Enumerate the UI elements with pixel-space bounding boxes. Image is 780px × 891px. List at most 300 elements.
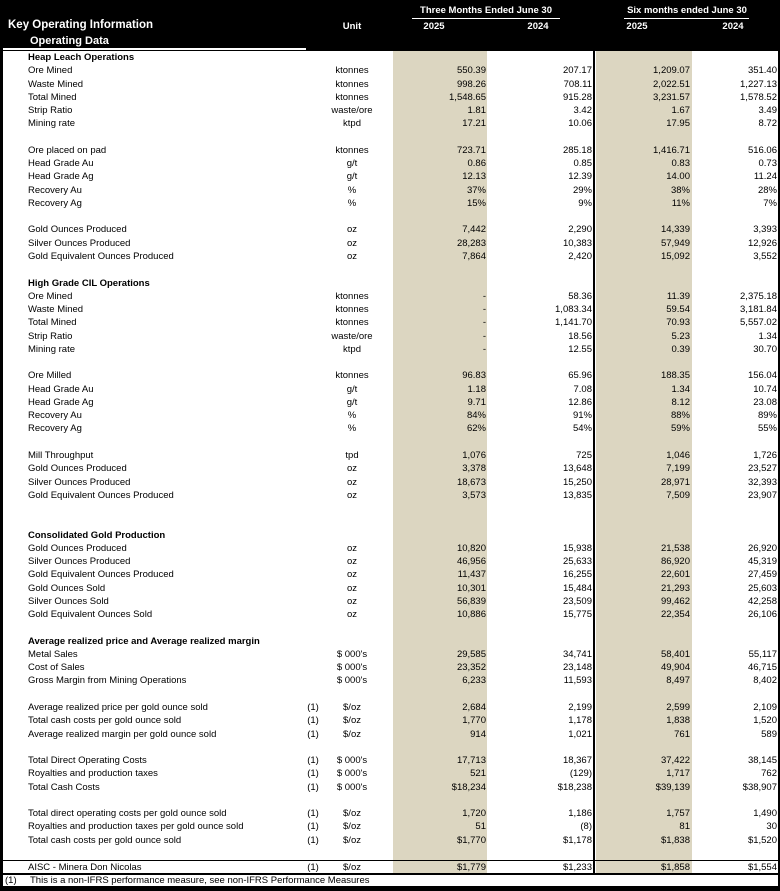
row-label: Total Mined (28, 317, 77, 329)
footnote-ref: (1) (5, 875, 17, 886)
table-row (0, 383, 780, 396)
value-q2024: 2,420 (568, 250, 592, 262)
row-label: Ore Mined (28, 290, 73, 302)
row-unit: oz (346, 237, 358, 249)
value-h2024: 11.24 (753, 171, 777, 183)
table-row (0, 170, 780, 183)
value-h2024: 1,578.52 (740, 91, 777, 103)
value-q2025: 1,076 (462, 449, 486, 461)
row-label: Gold Ounces Produced (28, 542, 127, 554)
table-row (0, 316, 780, 329)
value-h2025: 21,538 (660, 542, 690, 554)
value-q2024: 25,633 (562, 556, 592, 568)
value-h2024: 1,490 (753, 808, 777, 820)
spacer-row (0, 515, 780, 528)
value-q2025: 84% (466, 410, 486, 422)
value-h2025: 22,601 (660, 569, 690, 581)
value-h2025: 17.95 (666, 118, 690, 130)
footnote-text: This is a non-IFRS performance measure, see non-IFRS Performance Measures (30, 875, 370, 886)
row-unit: ktpd (343, 343, 361, 355)
value-h2025: 0.83 (671, 158, 690, 170)
value-h2025: 11% (671, 197, 690, 209)
value-h2025: 7,509 (666, 489, 690, 501)
value-h2024: 30.70 (753, 343, 777, 355)
row-label: Cost of Sales (28, 662, 85, 674)
value-h2024: 1.34 (758, 330, 777, 342)
value-q2025: 10,301 (456, 582, 486, 594)
row-unit: ktonnes (335, 144, 369, 156)
value-h2025: 49,904 (660, 662, 690, 674)
value-q2025: 10,820 (456, 542, 486, 554)
row-unit: ktonnes (335, 370, 369, 382)
table-row (0, 701, 780, 714)
row-label: Mining rate (28, 118, 75, 130)
table-row (0, 303, 780, 316)
value-h2024: 30 (766, 821, 777, 833)
value-q2024: 0.85 (573, 158, 592, 170)
value-h2025: 28,971 (660, 476, 690, 488)
value-h2025: 8.12 (671, 396, 690, 408)
row-label: Recovery Au (28, 410, 82, 422)
value-q2024: 10,383 (562, 237, 592, 249)
value-q2025: 17,713 (456, 755, 486, 767)
value-h2025: 2,599 (666, 702, 690, 714)
value-q2025: $1,779 (456, 862, 486, 874)
row-label: Total Mined (28, 91, 77, 103)
value-q2024: 9% (578, 197, 592, 209)
table-row (0, 476, 780, 489)
value-h2024: 351.40 (747, 65, 777, 77)
value-h2024: 26,920 (747, 542, 777, 554)
row-unit: % (347, 184, 357, 196)
value-q2024: 1,021 (568, 728, 592, 740)
table-row (0, 555, 780, 568)
value-h2025: 1,209.07 (653, 65, 690, 77)
value-h2024: 516.06 (747, 144, 777, 156)
row-label: Total cash costs per gold ounce sold (28, 834, 182, 846)
row-label: Recovery Ag (28, 197, 82, 209)
row-label: Gold Ounces Produced (28, 224, 127, 236)
value-q2025: 9.71 (467, 396, 486, 408)
value-q2024: 12.39 (568, 171, 592, 183)
table-row (0, 595, 780, 608)
column-header-h-2025: 2025 (626, 21, 648, 32)
table-row (0, 330, 780, 343)
row-label: Average realized price and Average realized margin (28, 635, 260, 647)
value-q2024: 2,199 (568, 702, 592, 714)
value-h2024: 2,109 (753, 702, 777, 714)
value-q2024: 23,148 (562, 662, 592, 674)
value-q2025: 1,770 (462, 715, 486, 727)
row-label: Total cash costs per gold ounce sold (28, 715, 182, 727)
value-h2025: 21,293 (660, 582, 690, 594)
row-label: Silver Ounces Sold (28, 595, 109, 607)
row-label: Gold Ounces Sold (28, 582, 106, 594)
row-label: Recovery Ag (28, 423, 82, 435)
value-q2024: 54% (572, 423, 592, 435)
row-label: Head Grade Au (28, 383, 94, 395)
spacer-row (0, 502, 780, 515)
value-q2024: 12.55 (568, 343, 592, 355)
value-q2024: 15,938 (562, 542, 592, 554)
value-h2024: 10.74 (753, 383, 777, 395)
row-label: Average realized price per gold ounce sold (28, 702, 208, 714)
row-label: Head Grade Au (28, 158, 94, 170)
value-h2025: 59% (670, 423, 690, 435)
value-q2024: 1,083.34 (555, 304, 592, 316)
page-subtitle: Operating Data (30, 35, 109, 47)
row-label: Gold Equivalent Ounces Sold (28, 609, 153, 621)
column-group-three-months: Three Months Ended June 30 (420, 5, 552, 16)
column-header-unit: Unit (342, 21, 362, 32)
row-unit: ktonnes (335, 65, 369, 77)
row-unit: $ 000's (336, 768, 368, 780)
row-footnote-ref: (1) (307, 728, 319, 740)
table-row (0, 449, 780, 462)
group-underline-six-months (624, 18, 749, 19)
row-label: Silver Ounces Produced (28, 237, 131, 249)
value-h2025: 0.39 (671, 343, 690, 355)
group-underline-three-months (412, 18, 560, 19)
row-label: High Grade CIL Operations (28, 277, 150, 289)
table-row (0, 462, 780, 475)
table-row (0, 648, 780, 661)
row-label: Total Direct Operating Costs (28, 755, 147, 767)
value-q2025: 96.83 (462, 370, 486, 382)
value-q2025: 723.71 (456, 144, 486, 156)
value-q2024: $18,238 (557, 781, 592, 793)
value-q2024: 285.18 (562, 144, 592, 156)
value-h2024: 589 (761, 728, 777, 740)
row-unit: waste/ore (331, 330, 373, 342)
bottom-border (0, 886, 780, 891)
row-unit: % (347, 197, 357, 209)
value-h2025: 5.23 (671, 330, 690, 342)
row-unit: oz (346, 476, 358, 488)
value-q2024: 15,484 (562, 582, 592, 594)
row-unit: waste/ore (331, 105, 373, 117)
spacer-row (0, 263, 780, 276)
value-q2024: 1,141.70 (555, 317, 592, 329)
value-h2024: 55,117 (748, 648, 777, 660)
value-h2024: 23,527 (747, 463, 777, 475)
row-label: Ore Milled (28, 370, 72, 382)
table-row (0, 608, 780, 621)
table-row (0, 237, 780, 250)
value-q2024: 34,741 (562, 648, 592, 660)
row-footnote-ref: (1) (307, 702, 319, 714)
value-q2024: (129) (569, 768, 592, 780)
row-footnote-ref: (1) (307, 768, 319, 780)
value-h2025: 59.54 (666, 304, 690, 316)
table-row (0, 51, 780, 64)
value-h2025: 1,717 (666, 768, 690, 780)
table-row (0, 529, 780, 542)
column-group-six-months: Six months ended June 30 (627, 5, 747, 16)
left-border (0, 0, 3, 891)
value-q2024: 7.08 (573, 383, 592, 395)
spacer-row (0, 741, 780, 754)
row-unit: oz (346, 556, 358, 568)
column-header-q-2024: 2024 (527, 21, 549, 32)
value-q2024: 1,186 (568, 808, 592, 820)
table-row (0, 635, 780, 648)
value-q2025: 3,378 (462, 463, 486, 475)
row-label: Strip Ratio (28, 105, 73, 117)
row-unit: g/t (346, 383, 358, 395)
row-footnote-ref: (1) (307, 821, 319, 833)
value-q2024: 2,290 (568, 224, 592, 236)
value-h2025: 8,497 (666, 675, 690, 687)
value-q2024: 18,367 (562, 755, 592, 767)
row-unit: oz (346, 463, 358, 475)
value-h2024: 8.72 (758, 118, 777, 130)
table-row (0, 834, 780, 847)
row-label: Gold Ounces Produced (28, 463, 127, 475)
value-h2025: 761 (674, 728, 690, 740)
value-h2024: 89% (757, 410, 777, 422)
table-row (0, 64, 780, 77)
value-q2024: 708.11 (563, 78, 592, 90)
value-q2025: 7,864 (462, 250, 486, 262)
value-q2024: 13,835 (562, 489, 592, 501)
row-unit: g/t (346, 396, 358, 408)
row-unit: $/oz (343, 834, 361, 846)
table-row (0, 396, 780, 409)
value-q2024: 12.86 (568, 396, 592, 408)
value-q2025: $18,234 (451, 781, 486, 793)
table-row (0, 661, 780, 674)
value-q2025: - (482, 290, 486, 302)
row-label: Waste Mined (28, 78, 84, 90)
row-unit: % (347, 423, 357, 435)
value-q2025: 18,673 (456, 476, 486, 488)
row-label: Gold Equivalent Ounces Produced (28, 569, 174, 581)
value-q2025: 1.81 (467, 105, 486, 117)
row-footnote-ref: (1) (307, 834, 319, 846)
table-row (0, 568, 780, 581)
table-row (0, 78, 780, 91)
row-unit: oz (346, 250, 358, 262)
value-h2025: 1.67 (671, 105, 690, 117)
row-footnote-ref: (1) (307, 755, 319, 767)
value-q2025: 521 (470, 768, 486, 780)
value-h2024: 8,402 (753, 675, 777, 687)
row-unit: $/oz (343, 702, 361, 714)
table-row (0, 369, 780, 382)
row-unit: $/oz (343, 808, 361, 820)
value-q2025: 1.18 (467, 383, 486, 395)
row-footnote-ref: (1) (307, 781, 319, 793)
value-h2024: 46,715 (747, 662, 777, 674)
value-q2024: $1,233 (562, 862, 592, 874)
row-label: Recovery Au (28, 184, 82, 196)
table-row (0, 343, 780, 356)
table-row (0, 197, 780, 210)
row-unit: oz (346, 569, 358, 581)
value-h2024: $38,907 (742, 781, 777, 793)
value-q2025: 6,233 (462, 675, 486, 687)
table-row (0, 250, 780, 263)
row-unit: oz (346, 489, 358, 501)
value-h2024: $1,520 (747, 834, 777, 846)
value-q2025: 56,839 (456, 595, 486, 607)
row-unit: oz (346, 582, 358, 594)
row-unit: $/oz (343, 715, 361, 727)
value-q2024: 3.42 (573, 105, 592, 117)
row-label: Royalties and production taxes (28, 768, 158, 780)
value-h2024: 23,907 (747, 489, 777, 501)
value-h2025: 81 (679, 821, 690, 833)
value-h2025: $1,858 (660, 862, 690, 874)
value-q2025: - (482, 330, 486, 342)
row-unit: ktonnes (335, 304, 369, 316)
row-unit: % (347, 410, 357, 422)
value-q2025: 46,956 (456, 556, 486, 568)
value-q2025: 2,684 (462, 702, 486, 714)
value-h2025: 38% (670, 184, 690, 196)
value-h2025: 99,462 (660, 595, 690, 607)
row-unit: $ 000's (336, 755, 368, 767)
value-h2025: 188.35 (660, 370, 690, 382)
row-label: Total Cash Costs (28, 781, 100, 793)
table-row (0, 728, 780, 741)
value-h2025: $1,838 (660, 834, 690, 846)
value-q2024: 1,178 (568, 715, 592, 727)
table-row (0, 542, 780, 555)
value-h2024: 28% (757, 184, 777, 196)
value-h2025: $39,139 (655, 781, 690, 793)
page-title: Key Operating Information (8, 19, 154, 31)
value-h2024: 7% (763, 197, 777, 209)
footnote-row (0, 875, 780, 886)
value-q2024: 13,648 (562, 463, 592, 475)
value-h2024: 156.04 (747, 370, 777, 382)
value-q2024: 915.28 (562, 91, 592, 103)
row-unit: oz (346, 224, 358, 236)
value-q2025: 1,548.65 (449, 91, 486, 103)
spacer-row (0, 847, 780, 860)
row-label: Royalties and production taxes per gold ounce sold (28, 821, 244, 833)
value-q2025: 12.13 (462, 171, 486, 183)
value-q2025: 10,886 (456, 609, 486, 621)
value-h2025: 11.39 (666, 290, 690, 302)
row-unit: ktonnes (335, 290, 369, 302)
value-q2025: 1,720 (462, 808, 486, 820)
value-h2025: 14,339 (660, 224, 690, 236)
value-h2025: 15,092 (660, 250, 690, 262)
value-h2024: 1,726 (753, 449, 777, 461)
value-q2025: 0.86 (467, 158, 486, 170)
value-q2025: 28,283 (456, 237, 486, 249)
row-label: Head Grade Ag (28, 171, 94, 183)
value-q2025: 62% (466, 423, 486, 435)
row-label: Head Grade Ag (28, 396, 94, 408)
value-h2025: 58,401 (660, 648, 690, 660)
value-q2025: 11,437 (457, 569, 486, 581)
value-q2025: - (482, 304, 486, 316)
table-row (0, 754, 780, 767)
value-h2024: 12,926 (747, 237, 777, 249)
spacer-row (0, 794, 780, 807)
subtitle-underline (0, 48, 306, 50)
value-h2024: 3.49 (758, 105, 777, 117)
value-h2024: 32,393 (747, 476, 777, 488)
row-unit: ktonnes (335, 78, 369, 90)
row-label: Mining rate (28, 343, 75, 355)
value-h2025: 1,757 (666, 808, 690, 820)
value-h2024: 5,557.02 (740, 317, 777, 329)
value-q2024: 207.17 (562, 65, 592, 77)
table-row (0, 781, 780, 794)
row-label: Silver Ounces Produced (28, 476, 131, 488)
row-unit: oz (346, 609, 358, 621)
value-q2025: 998.26 (456, 78, 486, 90)
value-q2025: 914 (470, 728, 486, 740)
value-q2024: 15,250 (562, 476, 592, 488)
row-unit: $ 000's (336, 662, 368, 674)
row-unit: ktonnes (335, 317, 369, 329)
value-q2024: 10.06 (568, 118, 592, 130)
value-h2024: 26,106 (747, 609, 777, 621)
table-row (0, 223, 780, 236)
row-unit: $ 000's (336, 781, 368, 793)
value-h2024: 3,552 (753, 250, 777, 262)
value-h2024: 27,459 (747, 569, 777, 581)
value-q2025: 23,352 (456, 662, 486, 674)
value-h2024: 25,603 (747, 582, 777, 594)
value-h2025: 57,949 (660, 237, 690, 249)
row-unit: g/t (346, 158, 358, 170)
value-h2024: 2,375.18 (740, 290, 777, 302)
column-header-q-2025: 2025 (423, 21, 445, 32)
value-q2025: 7,442 (462, 224, 486, 236)
row-unit: oz (346, 542, 358, 554)
row-unit: g/t (346, 171, 358, 183)
row-unit: oz (346, 595, 358, 607)
table-row (0, 277, 780, 290)
spacer-row (0, 436, 780, 449)
value-h2025: 3,231.57 (653, 91, 690, 103)
value-q2024: 15,775 (562, 609, 592, 621)
table-row (0, 807, 780, 820)
row-label: Ore Mined (28, 65, 73, 77)
row-unit: $/oz (343, 862, 361, 874)
table-row (0, 409, 780, 422)
spacer-row (0, 688, 780, 701)
value-h2024: 762 (761, 768, 777, 780)
value-q2024: 58.36 (568, 290, 592, 302)
table-row (0, 714, 780, 727)
spacer-row (0, 356, 780, 369)
value-h2024: 55% (757, 423, 777, 435)
table-row (0, 290, 780, 303)
value-q2025: 37% (466, 184, 486, 196)
table-row (0, 117, 780, 130)
value-q2024: 11,593 (563, 675, 592, 687)
table-row (0, 674, 780, 687)
table-row (0, 144, 780, 157)
table-row (0, 767, 780, 780)
report-header (0, 0, 780, 51)
row-unit: ktonnes (335, 91, 369, 103)
value-h2024: 1,520 (753, 715, 777, 727)
table-row (0, 91, 780, 104)
value-q2025: 15% (466, 197, 486, 209)
row-label: Average realized margin per gold ounce sold (28, 728, 217, 740)
value-h2025: 1,046 (666, 449, 690, 461)
value-q2025: - (482, 317, 486, 329)
